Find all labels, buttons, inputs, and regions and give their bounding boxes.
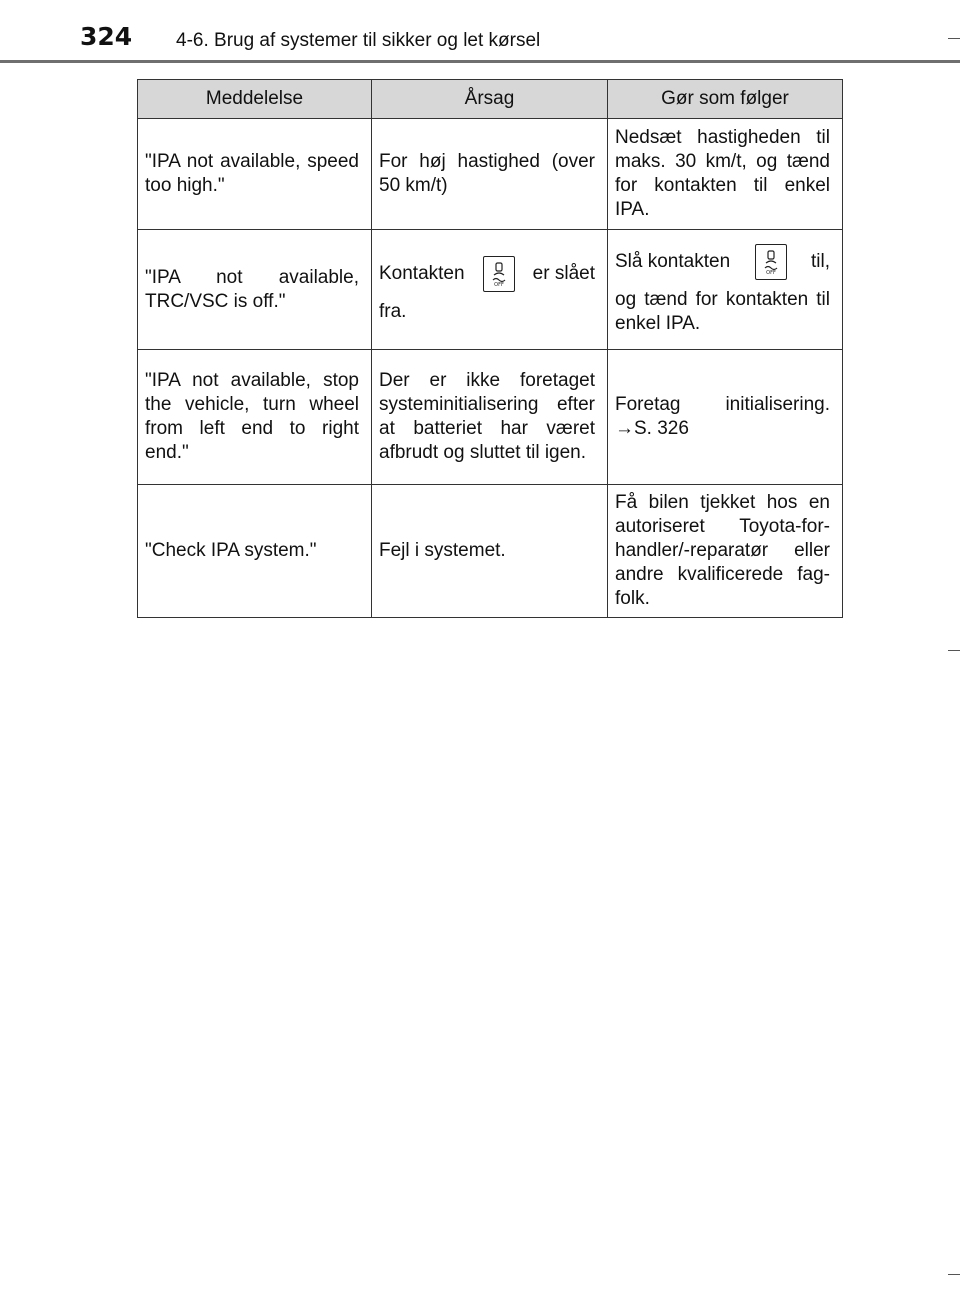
- cause-cell: For høj hastighed (over 50 km/t): [372, 119, 608, 230]
- svg-text:OFF: OFF: [493, 281, 504, 287]
- vsc-off-switch-icon: [483, 256, 515, 292]
- vsc-off-switch-icon: [755, 244, 787, 280]
- cause-cell: Der er ikke foretaget systeminitialisering efter at batteriet har været afbrudt og sluttet til igen.: [372, 350, 608, 485]
- table-header-row: [138, 80, 843, 119]
- cause-cell: [372, 230, 608, 350]
- cause-cell: Fejl i systemet.: [372, 485, 608, 618]
- page-number: 324: [80, 22, 133, 51]
- cause-text-before-icon: Kontakten: [379, 262, 465, 284]
- message-cell: "Check IPA system.": [138, 485, 372, 618]
- message-cell: "IPA not available, stop the vehicle, turn wheel from left end to right end.": [138, 350, 372, 485]
- message-cell: "IPA not available, TRC/VSC is off.": [138, 230, 372, 350]
- table-row: [138, 485, 843, 618]
- cause-text-after-icon: er slået: [532, 262, 595, 284]
- action-cell: Foretag initialisering. →S. 326: [608, 350, 843, 485]
- action-cell: Nedsæt hastigheden til maks. 30 km/t, og tænd for kontakten til enkel IPA.: [608, 119, 843, 230]
- column-header-message: Meddelelse: [138, 80, 372, 119]
- table-row: [138, 230, 843, 350]
- crop-mark: [948, 38, 960, 39]
- message-table: [137, 79, 843, 618]
- column-header-cause: Årsag: [372, 80, 608, 119]
- column-header-action: Gør som følger: [608, 80, 843, 119]
- action-cell: [608, 230, 843, 350]
- message-cell: "IPA not available, speed too high.": [138, 119, 372, 230]
- crop-mark: [948, 1274, 960, 1275]
- action-text-before-icon: Slå kontakten: [615, 250, 731, 272]
- action-text-after-icon: til,: [810, 250, 830, 272]
- cause-text-end: fra.: [379, 300, 407, 322]
- table-row: [138, 119, 843, 230]
- crop-mark: [948, 650, 960, 651]
- table-row: [138, 350, 843, 485]
- action-text-end: og tænd for kontakten til enkel IPA.: [615, 288, 830, 334]
- svg-text:OFF: OFF: [765, 269, 776, 275]
- header-rule: [0, 60, 960, 63]
- section-title: 4-6. Brug af systemer til sikker og let kørsel: [176, 30, 541, 51]
- action-cell: Få bilen tjekket hos en autoriseret Toyota-for-handler/-reparatør eller andre kvalificerede fag-folk.: [608, 485, 843, 618]
